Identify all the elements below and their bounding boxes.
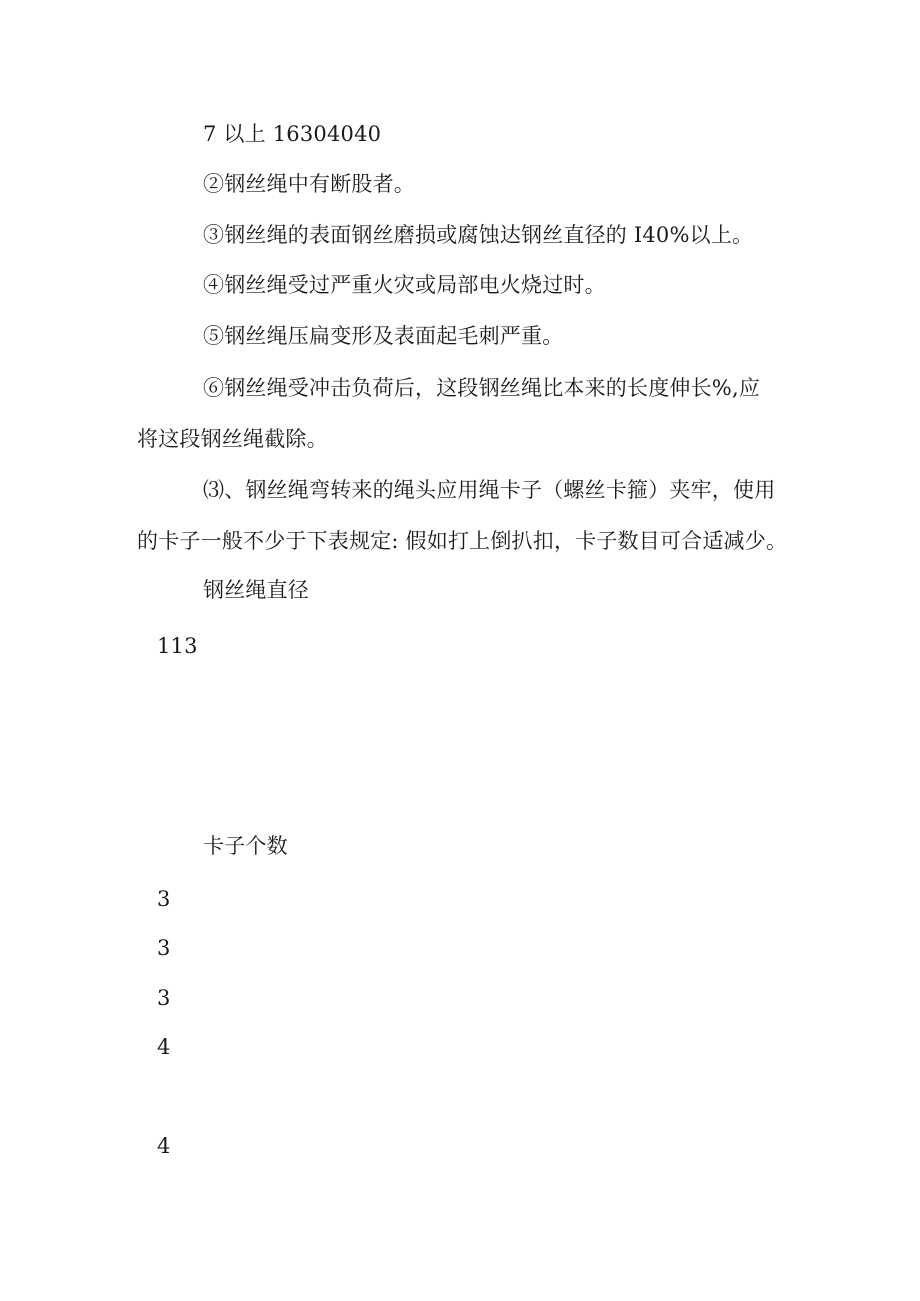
paragraph-line: 将这段钢丝绳截除。 [137,427,328,451]
paragraph-line: ⑥钢丝绳受冲击负荷后，这段钢丝绳比本来的长度伸长%,应 [203,376,761,400]
paragraph-line: ⑶、钢丝绳弯转来的绳头应用绳卡子（螺丝卡箍）夹牢，使用 [203,478,776,502]
paragraph-line: ④钢丝绳受过严重火灾或局部电火烧过时。 [203,273,606,297]
table-header-clip-count: 卡子个数 [203,834,288,858]
table-cell-clip-count: 4 [157,1035,171,1059]
table-cell-clip-count: 3 [157,986,171,1010]
paragraph-line: 7 以上 16304040 [203,122,382,146]
table-cell-clip-count: 3 [157,887,171,911]
table-cell-clip-count: 3 [157,936,171,960]
paragraph-line: 的卡子一般不少于下表规定: 假如打上倒扒扣，卡子数目可合适减少。 [137,529,788,553]
table-cell-clip-count: 4 [157,1134,171,1158]
paragraph-line: ⑤钢丝绳压扁变形及表面起毛刺严重。 [203,324,564,348]
table-header-diameter: 钢丝绳直径 [203,578,309,602]
paragraph-line: ②钢丝绳中有断股者。 [203,172,415,196]
paragraph-line: ③钢丝绳的表面钢丝磨损或腐蚀达钢丝直径的 I40%以上。 [203,223,754,247]
table-cell-diameter: 113 [157,634,198,658]
